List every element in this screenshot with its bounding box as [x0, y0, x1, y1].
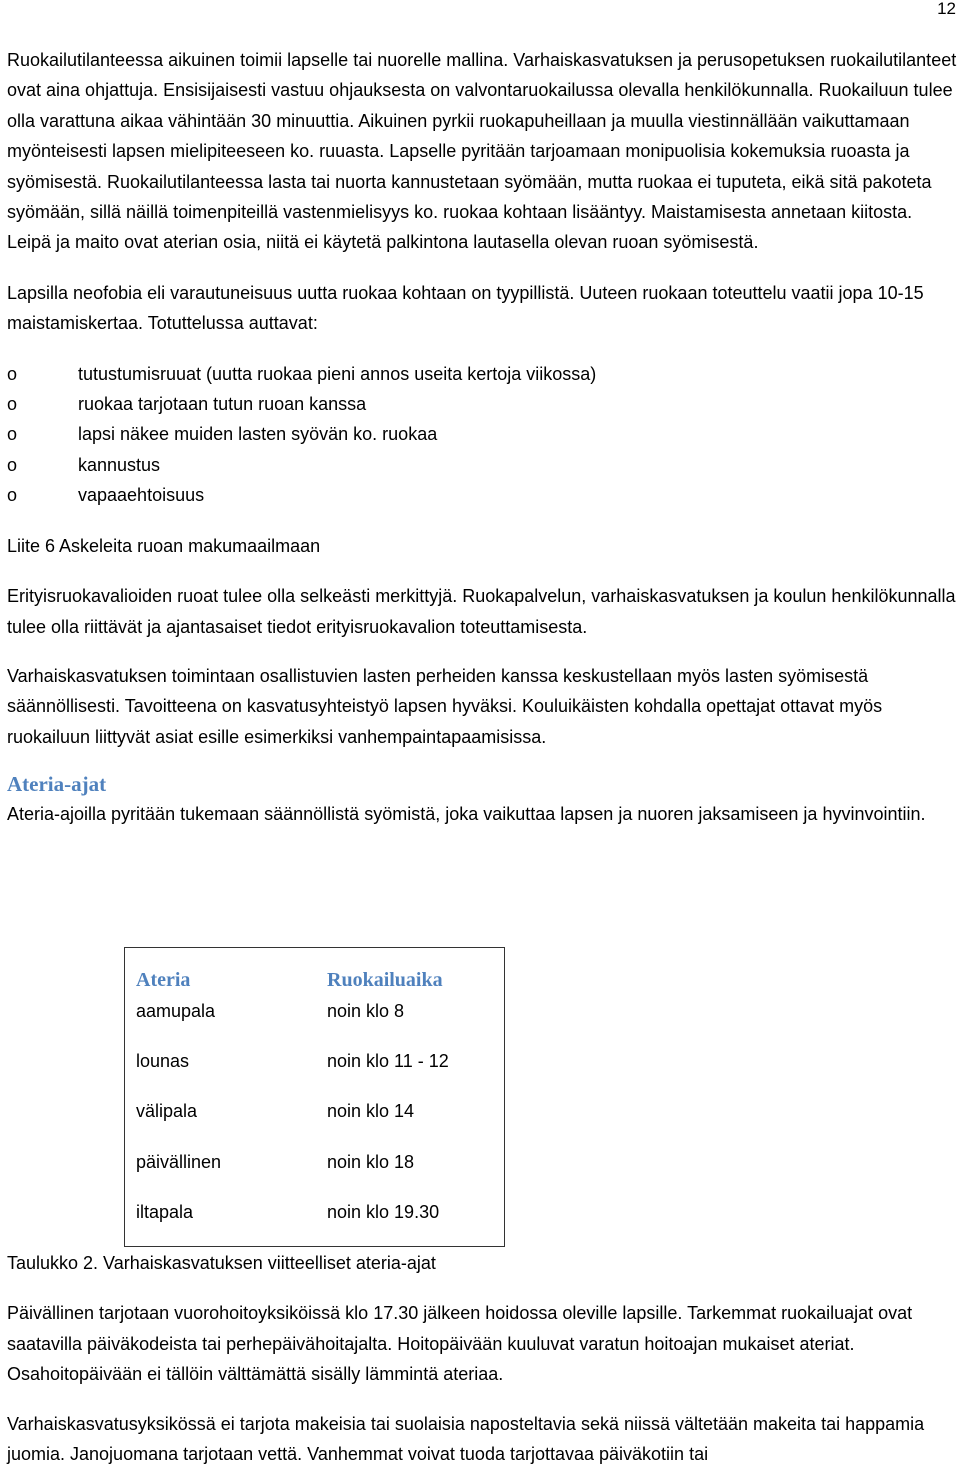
list-item: o tutustumisruuat (uutta ruokaa pieni annos useita kertoja viikossa): [7, 359, 957, 389]
list-item: o ruokaa tarjotaan tutun ruoan kanssa: [7, 389, 957, 419]
paragraph-snacks-and-drinks: Varhaiskasvatusyksikössä ei tarjota makeisia tai suolaisia naposteltavia sekä niissä vältetään makeita tai happamia juomia. Janojuomana tarjotaan vettä. Vanhemmat voivat tuoda tarjottavaa päiväkotiin tai: [7, 1413, 925, 1465]
table-row: lounas noin klo 11 - 12: [136, 1051, 449, 1071]
circle-bullet-icon: o: [7, 424, 18, 445]
paragraph-family-cooperation: Varhaiskasvatuksen toimintaan osallistuvien lasten perheiden kanssa keskustellaan myös lasten syömisestä säännöllisesti. Tavoitteena on kasvatusyhteistyö lapsen hyväksi. Kouluikäisten kohdalla opettajat ottavat myös ruokailuun liittyvät asiat esille esimerkiksi vanhempaintapaamisissa.: [7, 665, 883, 747]
document-body: [7, 45, 957, 830]
circle-bullet-icon: o: [7, 485, 18, 506]
list-item: o lapsi näkee muiden lasten syövän ko. ruokaa: [7, 419, 957, 449]
paragraph-meal-times-intro: Ateria-ajoilla pyritään tukemaan säännöllistä syömistä, joka vaikuttaa lapsen ja nuoren jaksamiseen ja hyvinvointiin.: [7, 804, 926, 825]
list-item: o vapaaehtoisuus: [7, 480, 957, 510]
circle-bullet-icon: o: [7, 454, 18, 475]
section-heading-meal-times: Ateria-ajat: [7, 772, 107, 797]
table-row: iltapala noin klo 19.30: [136, 1202, 440, 1222]
table-row: aamupala noin klo 8: [136, 1001, 405, 1021]
circle-bullet-icon: o: [7, 394, 18, 415]
table-caption: Taulukko 2. Varhaiskasvatuksen viitteelliset ateria-ajat: [7, 1253, 436, 1273]
meal-times-table: [124, 947, 505, 1247]
circle-bullet-icon: o: [7, 363, 18, 384]
document-body-continued: [7, 1248, 957, 1469]
paragraph-neophobia: Lapsilla neofobia eli varautuneisuus uutta ruokaa kohtaan on tyypillistä. Uuteen ruokaan toteuttelu vaatii jopa 10-15 maistamiskertaa. Totuttelussa auttavat:: [7, 282, 924, 334]
paragraph-mealtime-role-model: Ruokailutilanteessa aikuinen toimii lapselle tai nuorelle mallina. Varhaiskasvatuksen ja perusopetuksen ruokailutilanteet ovat aina ohjattuja. Ensisijaisesti vastuu ohjauksesta on valvontaruokailussa olevalla henkilökunnalla. Ruokailuun tulee olla varattuna aikaa vähintään 30 minuuttia. Aikuinen pyrkii ruokapuheillaan ja muulla viestinnällään vaikuttamaan myönteisesti lapsen mielipiteeseen ko. ruuasta. Lapselle pyritään tarjoamaan monipuolisia kokemuksia ruoasta ja syömisestä. Ruokailutilanteessa lasta tai nuorta kannustetaan syömään, mutta ruokaa ei tuputeta, eikä sitä pakoteta syömään, sillä näillä toimenpiteillä vastenmielisyys ko. ruokaa kohtaan lisääntyy. Maistamisesta annetaan kiitosta. Leipä ja maito ovat aterian osia, niitä ei käytetä palkintona lautasella olevan ruoan syömisestä.: [7, 50, 957, 253]
table-row: päivällinen noin klo 18: [136, 1152, 415, 1172]
paragraph-appendix-reference: Liite 6 Askeleita ruoan makumaailmaan: [7, 535, 321, 556]
paragraph-dinner-shift-care: Päivällinen tarjotaan vuorohoitoyksiköissä klo 17.30 jälkeen hoidossa oleville lapsille. Tarkemmat ruokailuajat ovat saatavilla päiväkodeista tai perhepäivähoitajalta. Hoitopäivään kuuluvat varatun hoitoajan mukaiset ateriat. Osahoitopäivään ei tällöin välttämättä sisälly lämmintä ateriaa.: [7, 1303, 913, 1385]
table-header-row: [136, 968, 443, 992]
column-header-meal: Ateria: [136, 969, 191, 991]
page-number: 12: [937, 0, 956, 18]
list-item: o kannustus: [7, 450, 957, 480]
paragraph-special-diets: Erityisruokavalioiden ruoat tulee olla selkeästi merkittyjä. Ruokapalvelun, varhaiskasvatuksen ja koulun henkilökunnalla tulee olla riittävät ja ajantasaiset tiedot erityisruokavalion toteuttamisesta.: [7, 586, 956, 637]
table-row: välipala noin klo 14: [136, 1101, 415, 1121]
column-header-time: Ruokailuaika: [327, 969, 443, 991]
habituation-list: [7, 359, 957, 511]
